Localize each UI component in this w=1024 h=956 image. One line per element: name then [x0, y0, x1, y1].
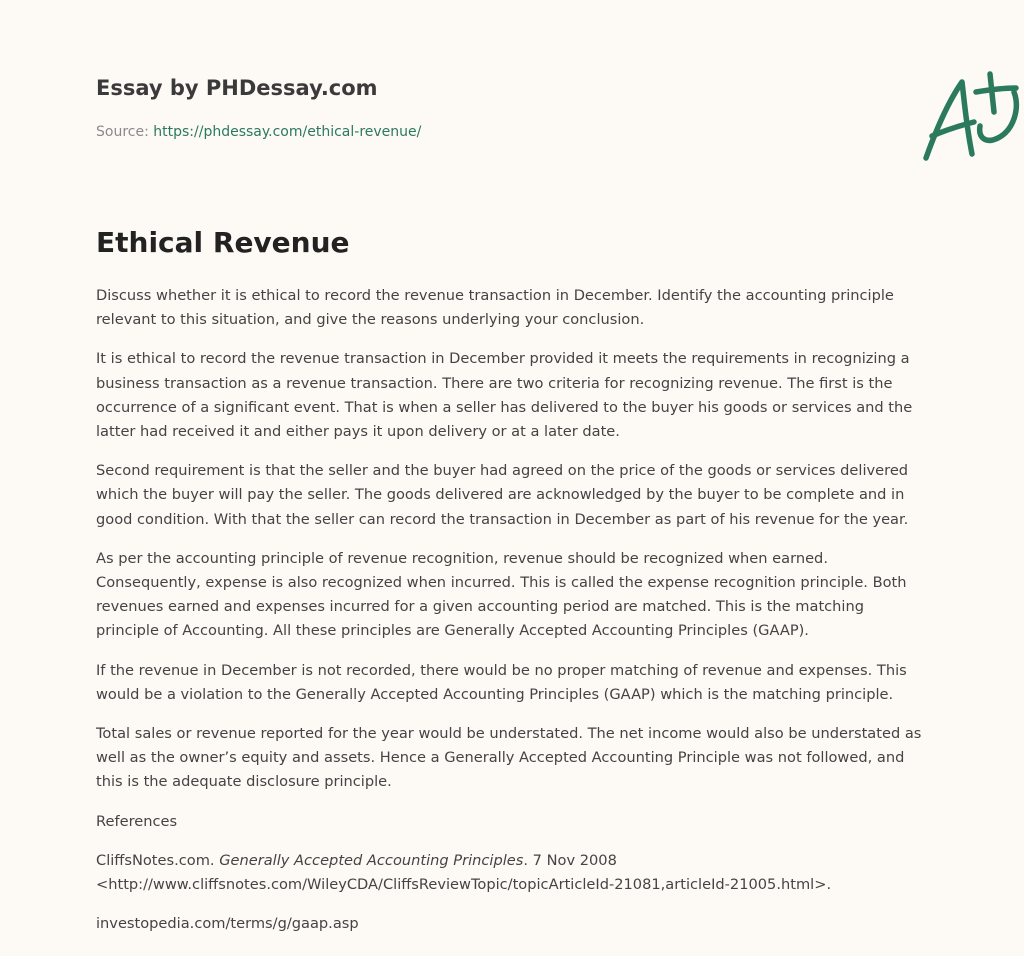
paragraph: If the revenue in December is not recorded, there would be no proper matching of revenue and expenses. This would be a violation to the Generally Accepted Accounting Principles (GAAP) which is the matching principle. — [96, 661, 907, 703]
essay-body — [96, 284, 928, 951]
source-line — [96, 124, 421, 140]
reference-item: investopedia.com/terms/g/gaap.asp — [96, 915, 359, 933]
reference-suffix: . 7 Nov 2008 — [523, 851, 617, 869]
paragraph: Second requirement is that the seller and the buyer had agreed on the price of the goods or services delivered which the buyer will pay the seller. The goods delivered are acknowledged by the buyer to be complete and in good condition. With that the seller can record the transaction in December as part of his revenue for the year. — [96, 462, 909, 528]
paragraph: As per the accounting principle of revenue recognition, revenue should be recognized when earned. Consequently, expense is also recognized when incurred. This is called the expense recognition principle. Both revenues earned and expenses incurred for a given accounting period are matched. This is the matching principle of Accounting. All these principles are Generally Accepted Accounting Principles (GAAP). — [96, 549, 907, 640]
paragraph: Total sales or revenue reported for the year would be understated. The net income would also be understated as well as the owner’s equity and assets. Hence a Generally Accepted Accounting Principle was not followed, and this is the adequate disclosure principle. — [96, 725, 922, 791]
paragraph: It is ethical to record the revenue transaction in December provided it meets the requirements in recognizing a business transaction as a revenue transaction. There are two criteria for recognizing revenue. The first is the occurrence of a significant event. That is when a seller has delivered to the buyer his goods or services and the latter had received it and either pays it upon delivery or at a later date. — [96, 350, 913, 441]
reference-item — [96, 849, 928, 897]
reference-title: Generally Accepted Accounting Principles — [219, 851, 524, 869]
source-label: Source: — [96, 124, 154, 140]
reference-url: <http://www.cliffsnotes.com/WileyCDA/CliffsReviewTopic/topicArticleId-21081,articleId-21005.html>. — [96, 876, 832, 894]
paragraph: Discuss whether it is ethical to record the revenue transaction in December. Identify the accounting principle relevant to this situation, and give the reasons underlying your conclusion. — [96, 287, 894, 329]
essay-title: Ethical Revenue — [96, 226, 350, 259]
reference-prefix: CliffsNotes.com. — [96, 851, 220, 869]
site-title: Essay by PHDessay.com — [96, 76, 378, 100]
a-plus-logo-icon — [918, 68, 1022, 164]
source-link[interactable]: https://phdessay.com/ethical-revenue/ — [153, 124, 422, 140]
references-heading: References — [96, 812, 178, 830]
